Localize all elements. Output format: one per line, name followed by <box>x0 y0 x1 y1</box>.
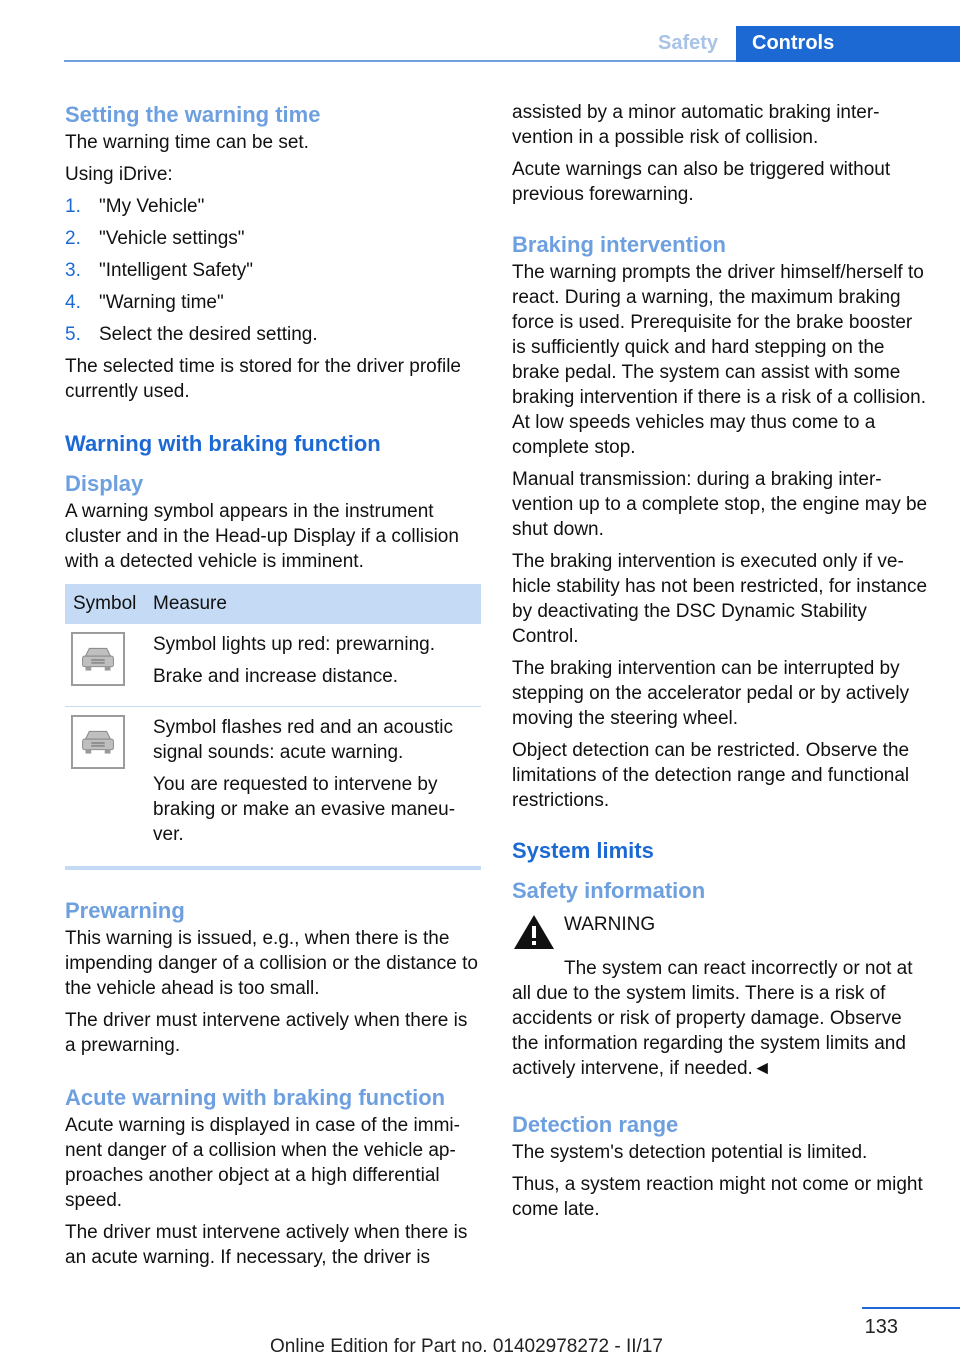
table-header-symbol: Symbol <box>65 584 145 624</box>
warning-block <box>512 912 930 952</box>
right-column <box>512 100 930 1229</box>
paragraph: Using iDrive: <box>65 164 173 185</box>
heading-prewarning: Prewarning <box>65 898 185 923</box>
list-item: 5. Select the desired setting. <box>65 324 318 345</box>
list-item: 3. "Intelligent Safety" <box>65 260 253 281</box>
paragraph: The driver must intervene actively when there is an acute warning. If necessary, the driver is <box>65 1222 468 1268</box>
paragraph: The braking intervention is executed only if vehicle stability has not been restricted, for instance by deactivating the DSC Dynamic Stability Control. <box>512 551 928 647</box>
heading-detection-range: Detection range <box>512 1112 679 1137</box>
warning-title: WARNING <box>564 914 656 935</box>
heading-safety-information: Safety information <box>512 878 706 903</box>
heading-display: Display <box>65 471 144 496</box>
paragraph: The warning time can be set. <box>65 132 309 153</box>
paragraph: The warning prompts the driver himself/herself to react. During a warning, the maximum braking force is used. Prerequisite for the brake booster is sufficiently quick and hard stepping on the brake pedal. The system can assist with some braking intervention if there is a risk of a collision. At low speeds vehicles may thus come to a complete stop. <box>512 262 926 458</box>
tab-safety[interactable]: Safety <box>657 32 719 54</box>
table-header-measure: Measure <box>145 584 481 624</box>
car-warning-icon <box>71 632 125 686</box>
car-warning-icon <box>71 715 125 769</box>
paragraph: assisted by a minor automatic braking intervention in a possible risk of collision. <box>512 102 880 148</box>
paragraph: This warning is issued, e.g., when there is the impending danger of a collision or the distance to the vehicle ahead is too small. <box>65 928 478 999</box>
warning-text: The system can react incorrectly or not at all due to the system limits. There is a risk of accidents or risk of property damage. Observe the information regarding the system limits and actively intervene, if needed.◄ <box>512 958 913 1079</box>
list-item: 1. "My Vehicle" <box>65 196 205 217</box>
paragraph: The braking intervention can be interrupted by stepping on the accelerator pedal or by actively moving the steering wheel. <box>512 658 910 729</box>
paragraph: Object detection can be restricted. Observe the limitations of the detection range and functional restrictions. <box>512 740 910 811</box>
table-row <box>65 707 481 869</box>
warning-triangle-icon <box>512 912 556 952</box>
paragraph: The system's detection potential is limited. <box>512 1142 868 1163</box>
list-item: 2. "Vehicle settings" <box>65 228 245 249</box>
paragraph: The selected time is stored for the driver profile currently used. <box>65 356 462 402</box>
footer-rule <box>862 1307 960 1309</box>
heading-braking-function: Warning with braking function <box>65 431 381 456</box>
edition-text: Online Edition for Part no. 01402978272 - II/17 <box>270 1336 663 1357</box>
paragraph: Acute warning is displayed in case of the imminent danger of a collision when the vehicle approaches another object at a high differential speed. <box>65 1115 460 1211</box>
tab-controls[interactable]: Controls <box>736 26 960 62</box>
page-number: 133 <box>864 1316 898 1338</box>
paragraph: Thus, a system reaction might not come or might come late. <box>512 1174 923 1220</box>
measure-text: You are requested to intervene by braking or make an evasive maneuver. <box>153 774 456 845</box>
heading-acute-warning: Acute warning with braking function <box>65 1085 446 1110</box>
measure-text: Brake and increase distance. <box>153 666 399 687</box>
paragraph: Acute warnings can also be triggered without previous forewarning. <box>512 159 891 205</box>
measure-text: Symbol flashes red and an acoustic signal sounds: acute warning. <box>153 717 453 763</box>
paragraph: Manual transmission: during a braking intervention up to a complete stop, the engine may be shut down. <box>512 469 928 540</box>
heading-braking-intervention: Braking intervention <box>512 232 726 257</box>
heading-warning-time: Setting the warning time <box>65 102 321 127</box>
paragraph: The driver must intervene actively when there is a prewarning. <box>65 1010 468 1056</box>
table-row <box>65 624 481 707</box>
list-item: 4. "Warning time" <box>65 292 224 313</box>
heading-system-limits: System limits <box>512 838 654 863</box>
left-column <box>65 100 481 1277</box>
idrive-steps <box>65 194 481 347</box>
paragraph: A warning symbol appears in the instrument cluster and in the Head-up Display if a collision with a detected vehicle is imminent. <box>65 501 459 572</box>
measure-text: Symbol lights up red: prewarning. <box>153 634 435 655</box>
symbol-table <box>65 584 481 870</box>
